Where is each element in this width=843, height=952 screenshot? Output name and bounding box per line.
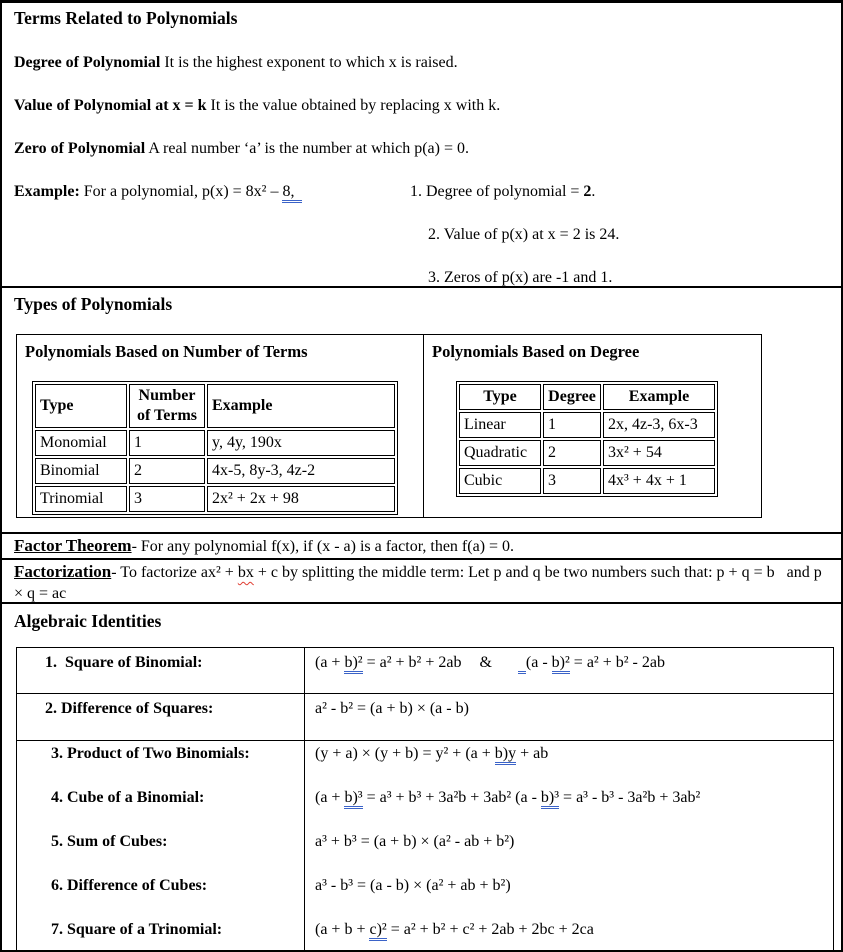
- grammar-underline: c)²: [369, 921, 386, 941]
- formula-run: + ab: [516, 745, 549, 762]
- header-example: Example: [603, 384, 715, 410]
- identity-label: 2. Difference of Squares:: [17, 694, 305, 740]
- definition-zero-term: Zero of Polynomial: [14, 140, 146, 157]
- example-paragraph: [14, 182, 829, 202]
- identity-formula: [305, 785, 833, 829]
- grammar-underline: b)³: [541, 789, 559, 809]
- formula-run: (y + a) × (y + b) = y² + (a +: [315, 745, 495, 762]
- by-terms-table: [32, 381, 398, 515]
- identities-section-title: Algebraic Identities: [14, 611, 162, 631]
- table-row: [35, 430, 395, 456]
- cell-type: Quadratic: [459, 440, 541, 466]
- identity-row-1: [17, 648, 833, 694]
- definition-degree-text: It is the highest exponent to which x is raised.: [160, 54, 458, 71]
- by-terms-title: Polynomials Based on Number of Terms: [25, 342, 308, 361]
- ampersand: &: [479, 654, 492, 671]
- formula-run: = a² + b² + 2ab: [362, 654, 462, 671]
- cell-example: 2x² + 2x + 98: [207, 486, 395, 512]
- identities-table: [16, 647, 834, 951]
- table-header-row: [459, 384, 715, 410]
- cell-type: Trinomial: [35, 486, 127, 512]
- factorization-text-before: - To factorize ax² +: [111, 564, 238, 581]
- section-factorization: [2, 560, 841, 604]
- types-section-title: Types of Polynomials: [14, 294, 173, 314]
- cell-type: Monomial: [35, 430, 127, 456]
- identity-label: 5. Sum of Cubes:: [51, 833, 168, 850]
- cell-type: Binomial: [35, 458, 127, 484]
- formula-run: = a³ - b³ - 3a²b + 3ab²: [559, 789, 701, 806]
- cell-degree: 3: [543, 468, 601, 494]
- definition-value-text: It is the value obtained by replacing x with k.: [206, 97, 501, 114]
- factorization-term: Factorization: [14, 562, 112, 581]
- section-identities: [2, 604, 841, 951]
- definition-value-term: Value of Polynomial at x = k: [14, 97, 207, 114]
- types-by-terms-cell: [17, 335, 424, 517]
- cell-example: y, 4y, 190x: [207, 430, 395, 456]
- identity-formula: [305, 648, 833, 693]
- example-label: Example:: [14, 183, 80, 200]
- cell-type: Cubic: [459, 468, 541, 494]
- terms-section-title: Terms Related to Polynomials: [14, 8, 238, 28]
- identity-formula: a³ - b³ = (a - b) × (a² + ab + b²): [315, 877, 511, 894]
- header-type: Type: [35, 384, 127, 428]
- identity-label: 6. Difference of Cubes:: [51, 877, 208, 894]
- header-example: Example: [207, 384, 395, 428]
- table-header-row: [35, 384, 395, 428]
- definition-value: [14, 96, 829, 116]
- table-row: [459, 468, 715, 494]
- formula-run: = a³ + b³ + 3a²b + 3ab² (a -: [362, 789, 541, 806]
- grammar-underline: [518, 654, 526, 674]
- formula-run: (a +: [315, 789, 345, 806]
- section-terms: [2, 3, 841, 288]
- grammar-underline: b)y: [495, 745, 516, 765]
- example-text: For a polynomial, p(x) = 8x² –: [79, 183, 283, 200]
- example-item-3: 3. Zeros of p(x) are -1 and 1.: [428, 269, 613, 286]
- definition-zero: [14, 139, 829, 159]
- identity-label: 7. Square of a Trinomial:: [51, 921, 223, 938]
- formula-run: (a -: [525, 654, 552, 671]
- grammar-underline: b)²: [552, 654, 570, 674]
- example-item-1-suffix: .: [591, 183, 596, 200]
- header-type: Type: [459, 384, 541, 410]
- grammar-underline: b)³: [344, 789, 362, 809]
- definition-degree: [14, 53, 829, 73]
- identity-formula: a² - b² = (a + b) × (a - b): [315, 700, 469, 717]
- definition-degree-term: Degree of Polynomial: [14, 54, 161, 71]
- spellcheck-flagged-word: bx: [237, 564, 254, 581]
- cell-example: 3x² + 54: [603, 440, 715, 466]
- example-item-1-prefix: 1. Degree of polynomial =: [410, 183, 584, 200]
- header-number-of-terms: Number of Terms: [129, 384, 205, 428]
- cell-degree: 2: [543, 440, 601, 466]
- identity-formula: a³ + b³ = (a + b) × (a² - ab + b²): [315, 833, 515, 850]
- types-box: [16, 334, 762, 518]
- identity-label: 4. Cube of a Binomial:: [51, 789, 205, 806]
- cell-degree: 1: [543, 412, 601, 438]
- types-by-degree-cell: [424, 335, 761, 517]
- cell-type: Linear: [459, 412, 541, 438]
- identity-formulas-column: [305, 741, 833, 951]
- table-row: [35, 458, 395, 484]
- header-degree: Degree: [543, 384, 601, 410]
- formula-run: (a +: [315, 654, 345, 671]
- definition-zero-text: A real number ‘a’ is the number at which p(a) = 0.: [145, 140, 469, 157]
- example-item-1-value: 2: [583, 183, 592, 200]
- formula-run: (a + b +: [315, 921, 370, 938]
- identity-labels-column: [17, 741, 305, 951]
- table-row: [459, 440, 715, 466]
- factor-theorem-term: Factor Theorem: [14, 536, 132, 555]
- section-types: [2, 288, 841, 534]
- example-item-2: 2. Value of p(x) at x = 2 is 24.: [428, 226, 620, 243]
- cell-example: 2x, 4z-3, 6x-3: [603, 412, 715, 438]
- cell-count: 2: [129, 458, 205, 484]
- table-row: [459, 412, 715, 438]
- factorization-text-after: + c by splitting the middle term: Let p and q be two numbers such that: p + q = b and p × q = ac: [14, 564, 822, 602]
- identity-row-2: [17, 694, 833, 741]
- by-degree-title: Polynomials Based on Degree: [432, 342, 640, 361]
- formula-run: = a² + b² - 2ab: [569, 654, 665, 671]
- identity-label: 3. Product of Two Binomials:: [51, 745, 250, 762]
- cell-example: 4x-5, 8y-3, 4z-2: [207, 458, 395, 484]
- cell-example: 4x³ + 4x + 1: [603, 468, 715, 494]
- example-edited-value: 8,: [282, 183, 302, 203]
- table-row: [35, 486, 395, 512]
- formula-run: = a² + b² + c² + 2ab + 2bc + 2ca: [386, 921, 594, 938]
- example-item-1: [410, 182, 595, 202]
- by-degree-table: [456, 381, 718, 497]
- cell-count: 3: [129, 486, 205, 512]
- cell-count: 1: [129, 430, 205, 456]
- identity-formula: [305, 741, 833, 785]
- identity-label: 1. Square of Binomial:: [17, 648, 305, 693]
- identity-formula: [305, 917, 833, 951]
- grammar-underline: b)²: [344, 654, 362, 674]
- factor-theorem-text: - For any polynomial f(x), if (x - a) is a factor, then f(a) = 0.: [131, 538, 515, 555]
- identity-rows-3-to-7: [17, 741, 833, 951]
- section-factor-theorem: [2, 534, 841, 560]
